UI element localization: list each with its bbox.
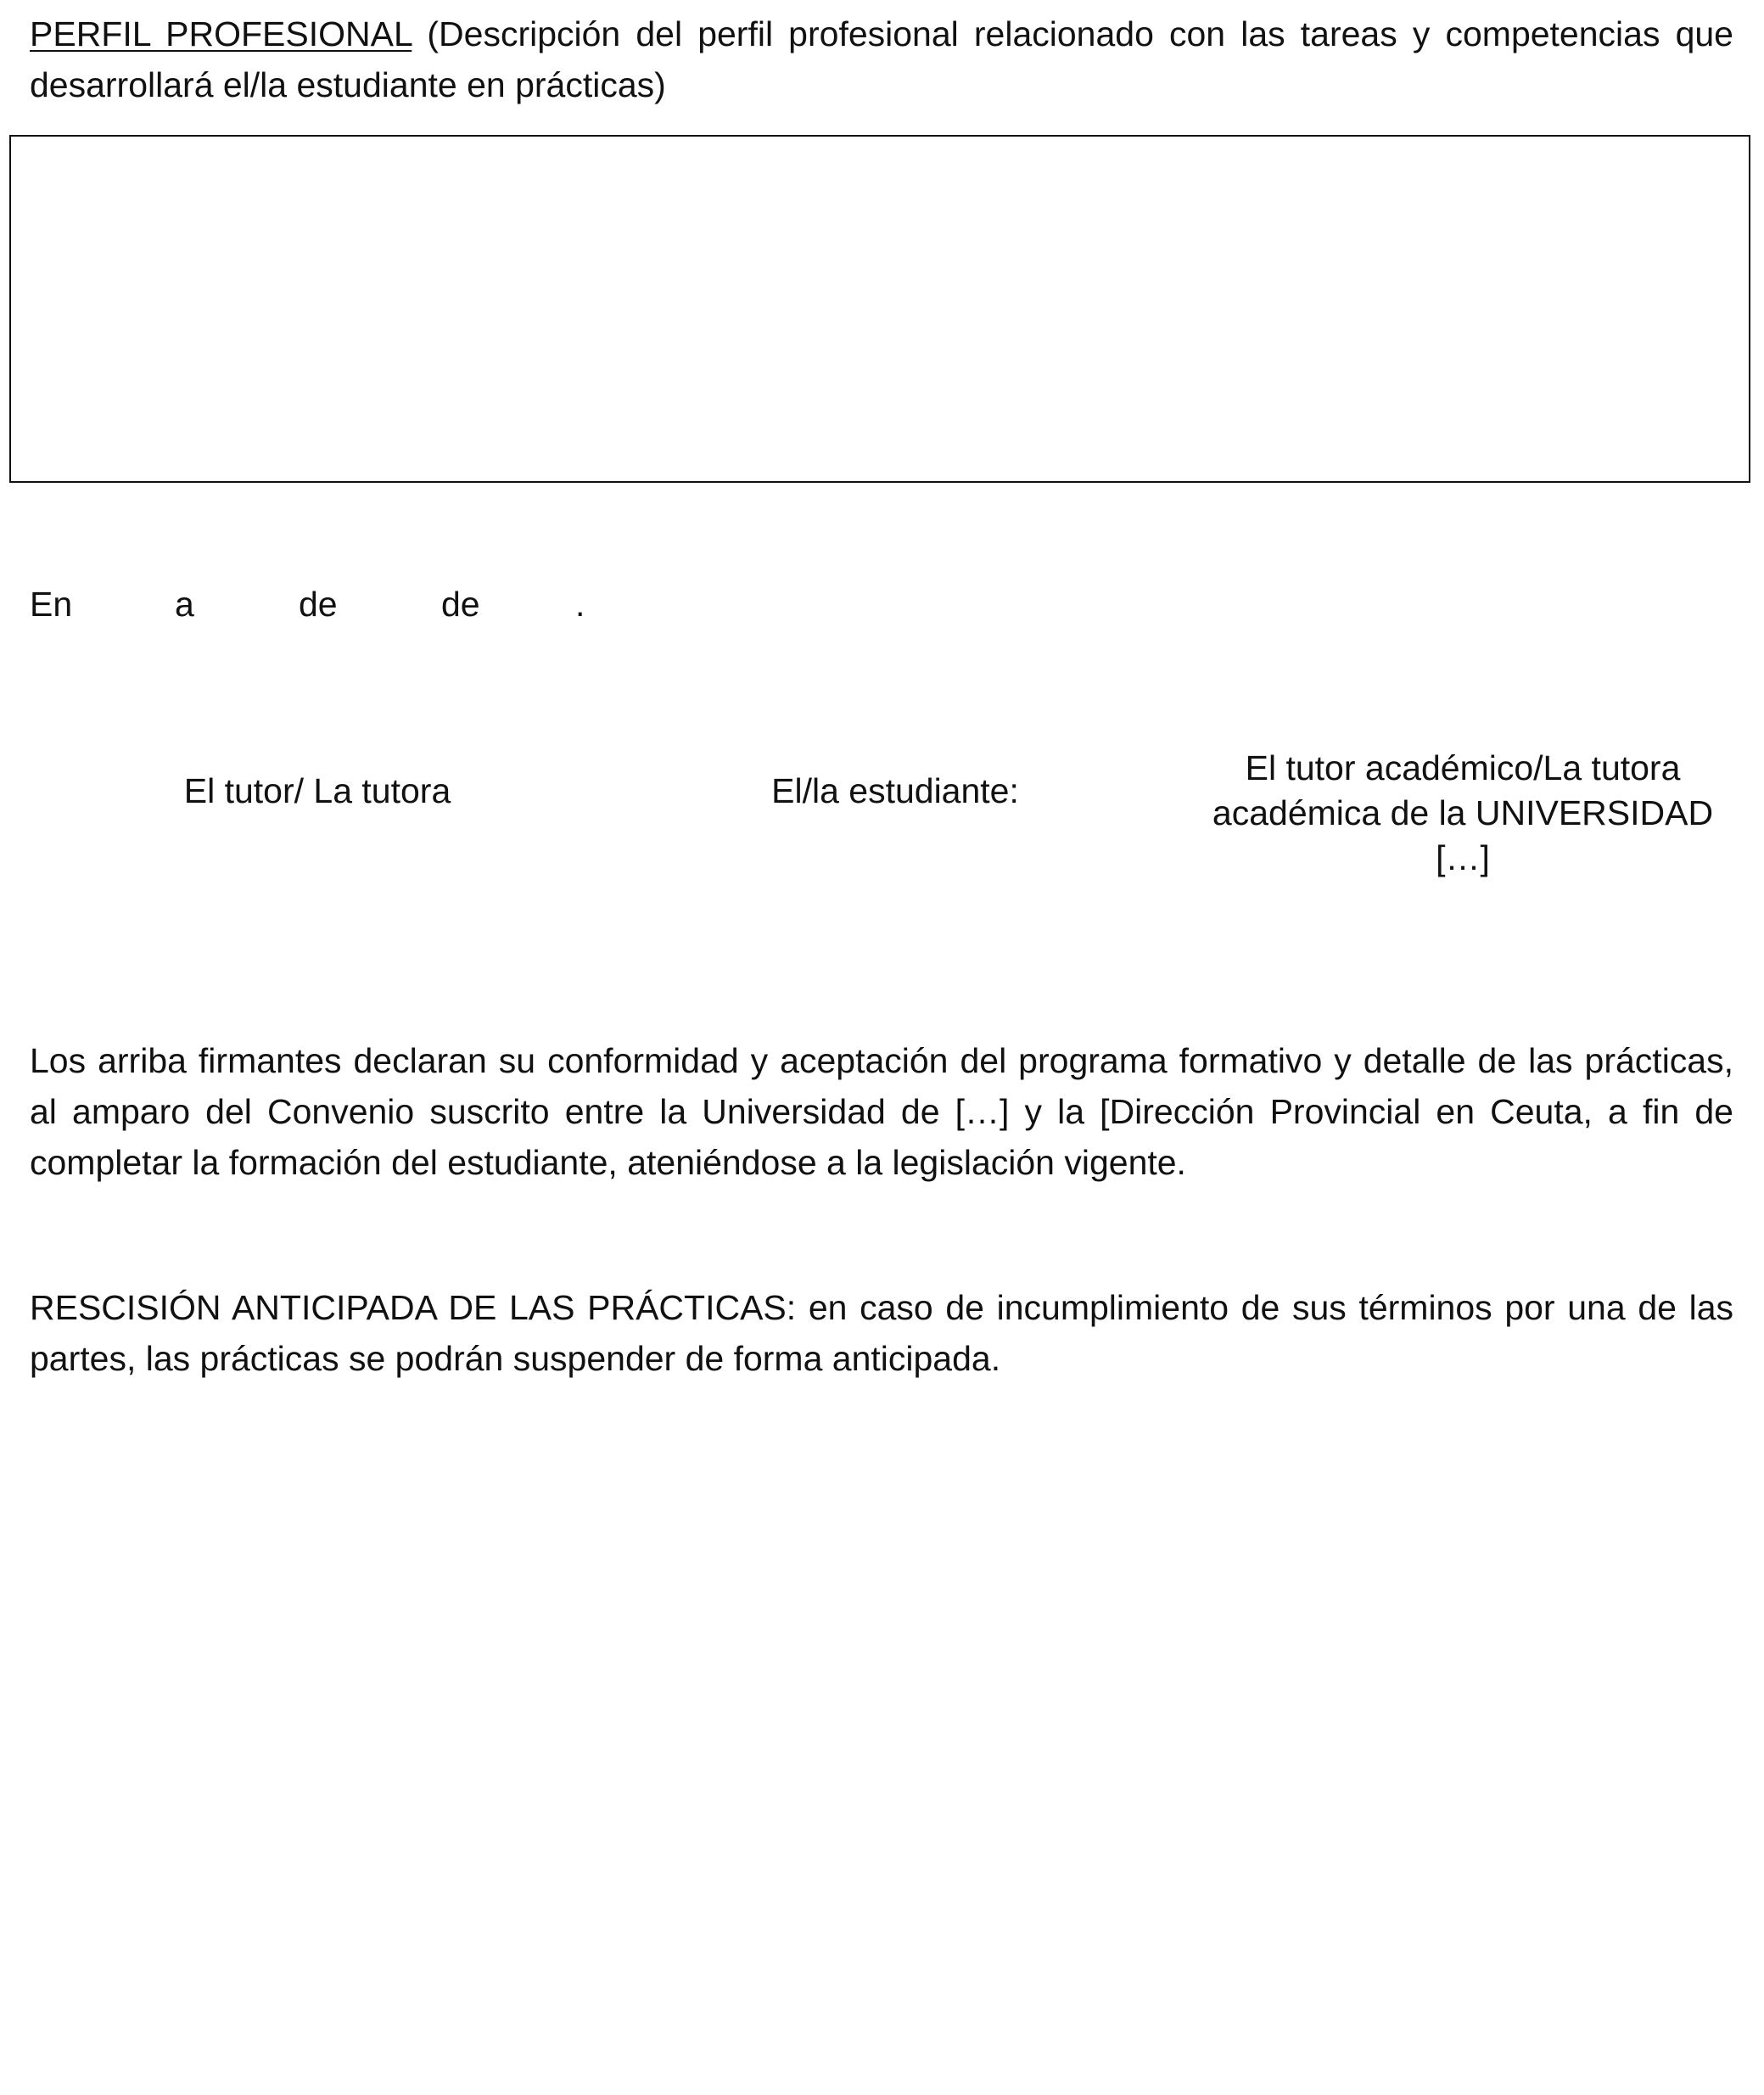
date-de-label-1: de [299,585,338,624]
profile-description-box[interactable] [9,135,1750,483]
profile-heading-title: PERFIL PROFESIONAL [30,14,412,53]
declaration-paragraph: Los arriba firmantes declaran su conformidad y aceptación del programa formativo y detalle de las prácticas, al amparo del Convenio suscrito entre la Universidad de […] y la [Dirección Provincial en Ceuta, a fin de completar la formación del estudiante, ateniéndose a la legislación vigente. [30,1041,1733,1182]
signature-label-academic-tutor [1191,746,1734,881]
academic-tutor-line-1: El tutor académico/La tutora [1245,748,1681,787]
date-de-label-2: de [441,585,480,624]
signature-label-tutor: El tutor/ La tutora [183,771,451,810]
profile-heading-description: (Descripción del perfil profesional relacionado con las tareas y competencias que desarrollará el/la estudiante en prácticas) [30,14,1733,104]
date-en-label: En [30,585,73,624]
signature-label-student: El/la estudiante: [771,771,1019,810]
rescission-paragraph: RESCISIÓN ANTICIPADA DE LAS PRÁCTICAS: en caso de incumplimiento de sus términos por una de las partes, las prácticas se podrán suspender de forma anticipada. [30,1288,1733,1378]
date-period: . [575,585,585,624]
profile-heading [30,8,1733,110]
academic-tutor-line-2: académica de la UNIVERSIDAD […] [1212,793,1714,877]
date-a-label: a [175,585,194,624]
